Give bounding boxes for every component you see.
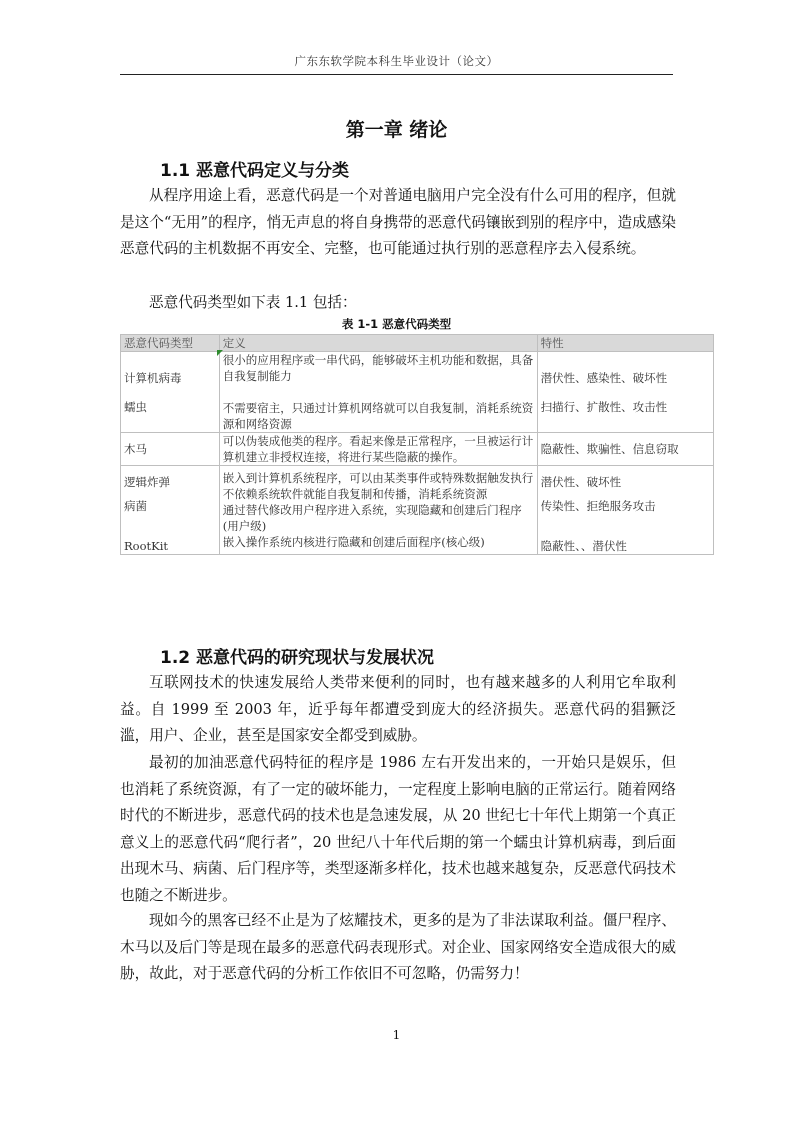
section-title-1-1: 1.1 恶意代码定义与分类 — [160, 161, 350, 181]
definition-cell: 可以伪装成他类的程序。看起来像是正常程序，一旦被运行计算机建立非授权连接，将进行某些隐蔽的操作。 — [219, 433, 537, 466]
page-number: 1 — [392, 1028, 401, 1042]
traits-text: 潜伏性、感染性、破坏性 — [540, 370, 668, 385]
header-cell-traits: 特性 — [537, 335, 713, 352]
type-label: 病菌 — [124, 499, 147, 513]
definition-text: 不依赖系统软件就能自我复制和传播，消耗系统资源 — [222, 487, 488, 501]
paragraph-current: 现如今的黑客已经不止是为了炫耀技术，更多的是为了非法谋取利益。僵尸程序、木马以及后门等是现在最多的恶意代码表现形式。对企业、国家网络安全造成很大的威胁，故此，对于恶意代码的分析工作依旧不可忽略，仍需努力！ — [120, 912, 676, 982]
type-cell — [121, 352, 220, 433]
paragraph-history: 最初的加油恶意代码特征的程序是 1986 左右开发出来的，一开始只是娱乐，但也消耗了系统资源，有了一定的破坏能力，一定程度上影响电脑的正常运行。随着网络时代的不断进步，恶意代码的技术也是急速发展，从 20 世纪七十年代上期第一个真正意义上的恶意代码“爬行者”，20 世纪八十年代后期的第一个蠕虫计算机病毒，到后面出现木马、病菌、后门程序等，类型逐渐多样化，技术也越来越复杂，反恶意代码技术也随之不断进步。 — [120, 754, 676, 904]
malware-types-table — [120, 334, 714, 555]
definition-text: 很小的应用程序或一串代码，能够破坏主机功能和数据，具备自我复制能力 — [222, 353, 534, 383]
type-cell — [121, 466, 220, 555]
header-cell-type: 恶意代码类型 — [121, 335, 220, 352]
section-title-1-2: 1.2 恶意代码的研究现状与发展状况 — [160, 648, 435, 668]
definition-text: 嵌入到计算机系统程序，可以由某类事件或特殊数据触发执行 — [222, 471, 534, 485]
definition-text: 通过替代修改用户程序进入系统，实现隐藏和创建后门程序(用户级) — [222, 503, 522, 533]
type-label: 逻辑炸弹 — [124, 475, 170, 489]
table-row — [121, 433, 714, 466]
traits-text: 潜伏性、破坏性 — [540, 475, 622, 489]
page-header: 广东东软学院本科生毕业设计（论文） — [120, 52, 673, 75]
traits-cell — [537, 352, 713, 433]
table-row — [121, 466, 714, 555]
type-label: 计算机病毒 — [124, 370, 182, 385]
chapter-title: 第一章 绪论 — [345, 119, 448, 141]
type-label: RootKit — [124, 539, 169, 553]
paragraph-table-intro: 恶意代码类型如下表 1.1 包括： — [149, 294, 357, 311]
header-cell-definition: 定义 — [219, 335, 537, 352]
traits-cell: 隐蔽性、欺骗性、信息窃取 — [537, 433, 713, 466]
traits-cell — [537, 466, 713, 555]
definition-text: 嵌入操作系统内核进行隐藏和创建后面程序(核心级) — [222, 535, 485, 549]
cell-comment-marker — [217, 350, 223, 356]
traits-text: 隐蔽性、、潜伏性 — [540, 539, 627, 553]
definition-cell — [219, 352, 537, 433]
paragraph-research-status: 互联网技术的快速发展给人类带来便利的同时，也有越来越多的人利用它牟取利益。自 1999 至 2003 年，近乎每年都遭受到庞大的经济损失。恶意代码的猖獗泛滥，用户、企业，甚至是国家安全都受到威胁。 — [120, 674, 676, 744]
type-label: 蠕虫 — [124, 399, 147, 414]
traits-text: 传染性、拒绝服务攻击 — [540, 499, 656, 513]
paragraph-definition: 从程序用途上看，恶意代码是一个对普通电脑用户完全没有什么可用的程序，但就是这个“无用”的程序，悄无声息的将自身携带的恶意代码镶嵌到别的程序中，造成感染恶意代码的主机数据不再安全、完整，也可能通过执行别的恶意程序去入侵系统。 — [120, 187, 676, 257]
definition-cell — [219, 466, 537, 555]
table-caption: 表 1-1 恶意代码类型 — [341, 317, 452, 331]
traits-text: 扫描行、扩散性、攻击性 — [540, 399, 668, 414]
table-row — [121, 352, 714, 433]
type-cell: 木马 — [121, 433, 220, 466]
definition-text: 不需要宿主，只通过计算机网络就可以自我复制，消耗系统资源和网络资源 — [222, 401, 534, 431]
table-header-row — [121, 335, 714, 352]
